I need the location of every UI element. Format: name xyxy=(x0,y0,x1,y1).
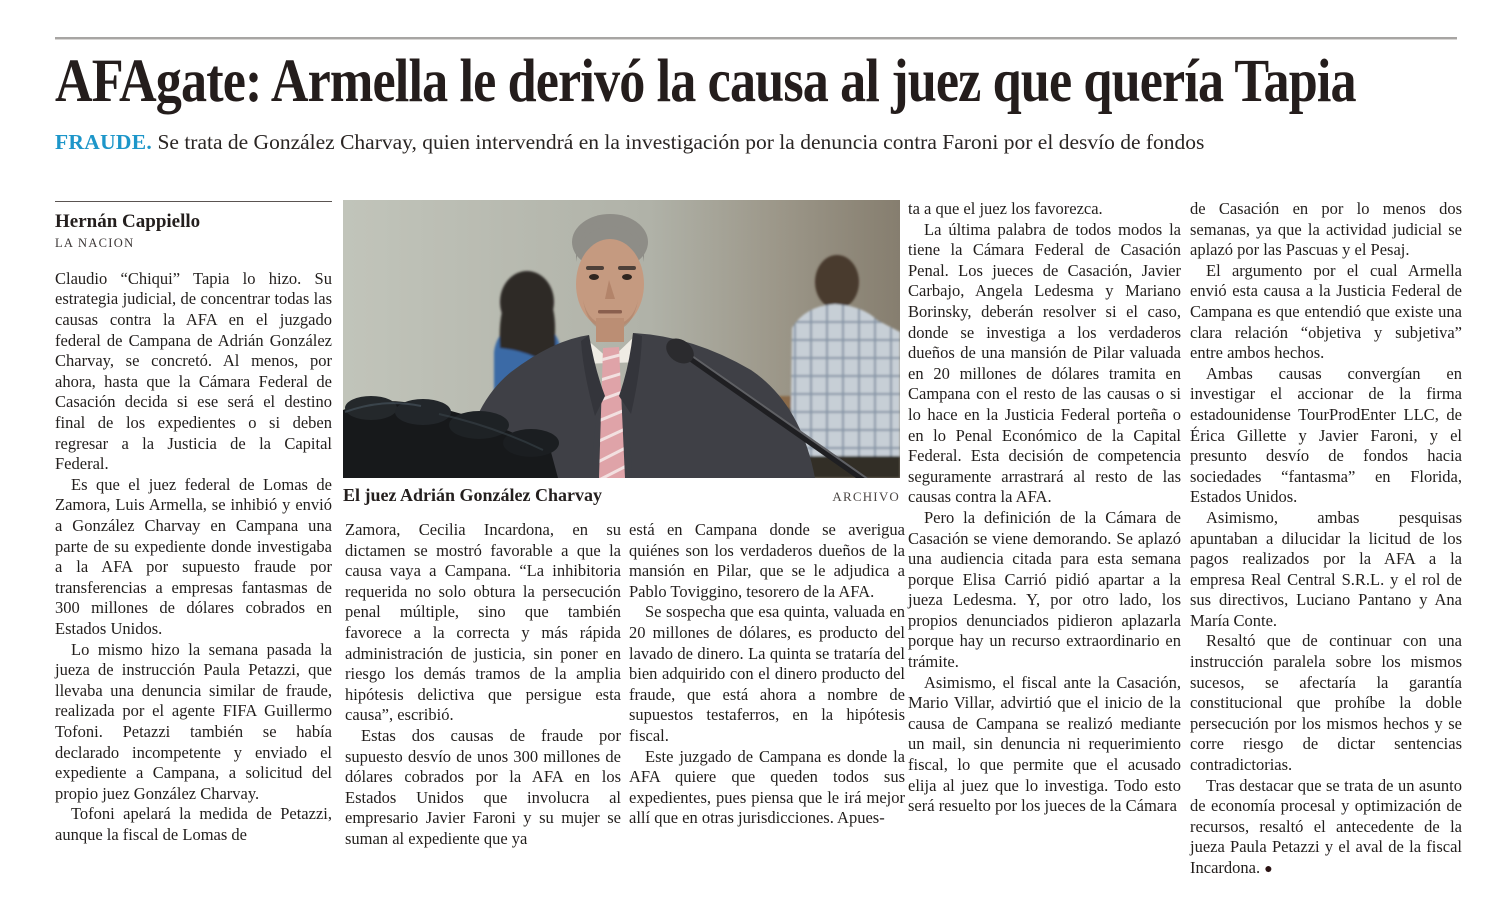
body-paragraph: La última palabra de todos modos la tiene la Cámara Federal de Casación Penal. Los jueces de Casación, Javier Carbajo, Angela Ledesma y Mariano Borinsky, deberán resolver si el caso, donde se investiga a los verdaderos dueños de una mansión de Pilar valuada en 20 millones de dólares tramita en Campana con el resto de las causas o si lo hace en la Justicia Federal porteña o en lo Penal Económico de la Capital Federal. Esta decisión de competencia seguramente arrastrará al resto de las causas contra la AFA. xyxy=(908,219,1181,507)
publication-name: LA NACION xyxy=(55,235,135,250)
article-column-2 xyxy=(345,520,621,850)
article-column-4 xyxy=(908,199,1181,817)
body-paragraph: de Casación en por lo menos dos semanas, ya que la actividad judicial se aplazó por las Pascuas y el Pesaj. xyxy=(1190,199,1462,260)
body-paragraph: Asimismo, el fiscal ante la Casación, Mario Villar, advirtió que el inicio de la causa de Campana se realizó mediante un mail, sin denuncia ni requerimiento fiscal, lo que permite que el acusado elija al juez que lo investiga. Todo esto será resuelto por los jueces de la Cámara xyxy=(908,672,1181,816)
top-divider-rule xyxy=(55,37,1457,40)
article-photo xyxy=(343,200,903,506)
kicker-label: FRAUDE. xyxy=(55,130,153,154)
author-name: Hernán Cappiello xyxy=(55,211,201,232)
body-paragraph: Claudio “Chiqui” Tapia lo hizo. Su estrategia judicial, de concentrar todas las causas contra la AFA en el juzgado federal de Campana de Adrián González Charvay, se concretó. Al menos, por ahora, hasta que la Cámara Federal de Casación decida si ese será el destino final de los expedientes o si deben regresar a la Justicia de la Capital Federal. xyxy=(55,268,332,474)
body-paragraph: Estas dos causas de fraude por supuesto desvío de unos 300 millones de dólares cobrados por la AFA en los Estados Unidos que involucra al empresario Javier Faroni y su mujer se suman al expediente que ya xyxy=(345,725,621,848)
body-paragraph: Tofoni apelará la medida de Petazzi, aunque la fiscal de Lomas de xyxy=(55,804,332,844)
kicker-text: Se trata de González Charvay, quien intervendrá en la investigación por la denuncia contra Faroni por el desvío de fondos xyxy=(157,130,1205,154)
body-paragraph: Ambas causas convergían en investigar el accionar de la firma estadounidense TourProdEnter LLC, de Érica Gillette y Javier Faroni, y el presunto desvío de fondos hacia sociedades “fantasma” en Florida, Estados Unidos. xyxy=(1190,363,1462,507)
body-paragraph-text: Tras destacar que se trata de un asunto de economía procesal y optimización de recursos, resaltó el antecedente de la jueza Paula Petazzi y el aval de la fiscal Incardona. xyxy=(1190,775,1462,877)
body-paragraph: Pero la definición de la Cámara de Casación se viene demorando. Se aplazó una audiencia citada para esta semana porque Elisa Carrió pidió apartar a la jueza Ledesma. Y, por otro lado, los propios denunciados pidieron aplazarla porque hay un recurso extraordinario en trámite. xyxy=(908,507,1181,672)
page-title xyxy=(55,48,1457,132)
end-of-article-icon: ● xyxy=(1264,862,1273,877)
article-column-5 xyxy=(1190,199,1462,881)
body-paragraph: Lo mismo hizo la semana pasada la jueza de instrucción Paula Petazzi, que llevaba una denuncia similar de fraude, realizada por el agente FIFA Guillermo Tofoni. Petazzi también se había declarado incompetente y enviado el expediente a Campana, a solicitud del propio juez González Charvay. xyxy=(55,639,332,803)
article-column-1 xyxy=(55,201,332,846)
body-paragraph xyxy=(1190,776,1462,881)
article-column-3 xyxy=(629,520,905,829)
headline-text: AFAgate: Armella le derivó la causa al juez que quería Tapia xyxy=(55,48,1356,115)
byline-rule xyxy=(55,201,332,202)
body-paragraph: Asimismo, ambas pesquisas apuntaban a dilucidar la licitud de los pagos realizados por la AFA a la empresa Real Central S.R.L. y el rol de sus directivos, Luciano Pantano y Ana María Conte. xyxy=(1190,507,1462,630)
judge-photo-illustration xyxy=(343,200,900,478)
body-paragraph: Zamora, Cecilia Incardona, en su dictamen se mostró favorable a que la causa vaya a Campana. “La inhibitoria requerida no solo obtura la persecución penal múltiple, sino que también favorece a la correcta y más rápida administración de justicia, sin poner en riesgo los demás tramos de la amplia hipótesis delictiva que persigue esta causa”, escribió. xyxy=(345,520,621,725)
photo-credit: ARCHIVO xyxy=(832,489,900,504)
body-paragraph: está en Campana donde se averigua quiénes son los verdaderos dueños de la mansión en Pilar, que se le adjudica a Pablo Toviggino, tesorero de la AFA. xyxy=(629,520,905,601)
body-paragraph: El argumento por el cual Armella envió esta causa a la Justicia Federal de Campana es que entendió que existe una clara relación “objetiva y subjetiva” entre ambos hechos. xyxy=(1190,260,1462,363)
body-paragraph: Se sospecha que esa quinta, valuada en 20 millones de dólares, es producto del lavado de dinero. La quinta se trataría del bien adquirido con el dinero producto del fraude, que está ahora a nombre de supuestos testaferros, en la hipótesis fiscal. xyxy=(629,602,905,745)
body-paragraph: Este juzgado de Campana es donde la AFA quiere que queden todos sus expedientes, pues piensa que le irá mejor allí que en otras jurisdicciones. Apues- xyxy=(629,746,905,828)
body-paragraph: Resaltó que de continuar con una instrucción paralela sobre los mismos sucesos, se afectaría la garantía constitucional que prohíbe la doble persecución por los mismos hechos y se corre riesgo de dictar sentencias contradictorias. xyxy=(1190,631,1462,775)
photo-caption: El juez Adrián González Charvay xyxy=(343,485,602,505)
body-paragraph: Es que el juez federal de Lomas de Zamora, Luis Armella, se inhibió y envió a González Charvay en Campana una parte de su expediente donde investigaba a la AFA por supuesto fraude por transferencias a empresas fantasmas de 300 millones de dólares cobrados en Estados Unidos. xyxy=(55,474,332,638)
body-paragraph: ta a que el juez los favorezca. xyxy=(908,199,1103,218)
kicker xyxy=(55,130,1457,156)
photo-caption-row xyxy=(343,485,900,506)
